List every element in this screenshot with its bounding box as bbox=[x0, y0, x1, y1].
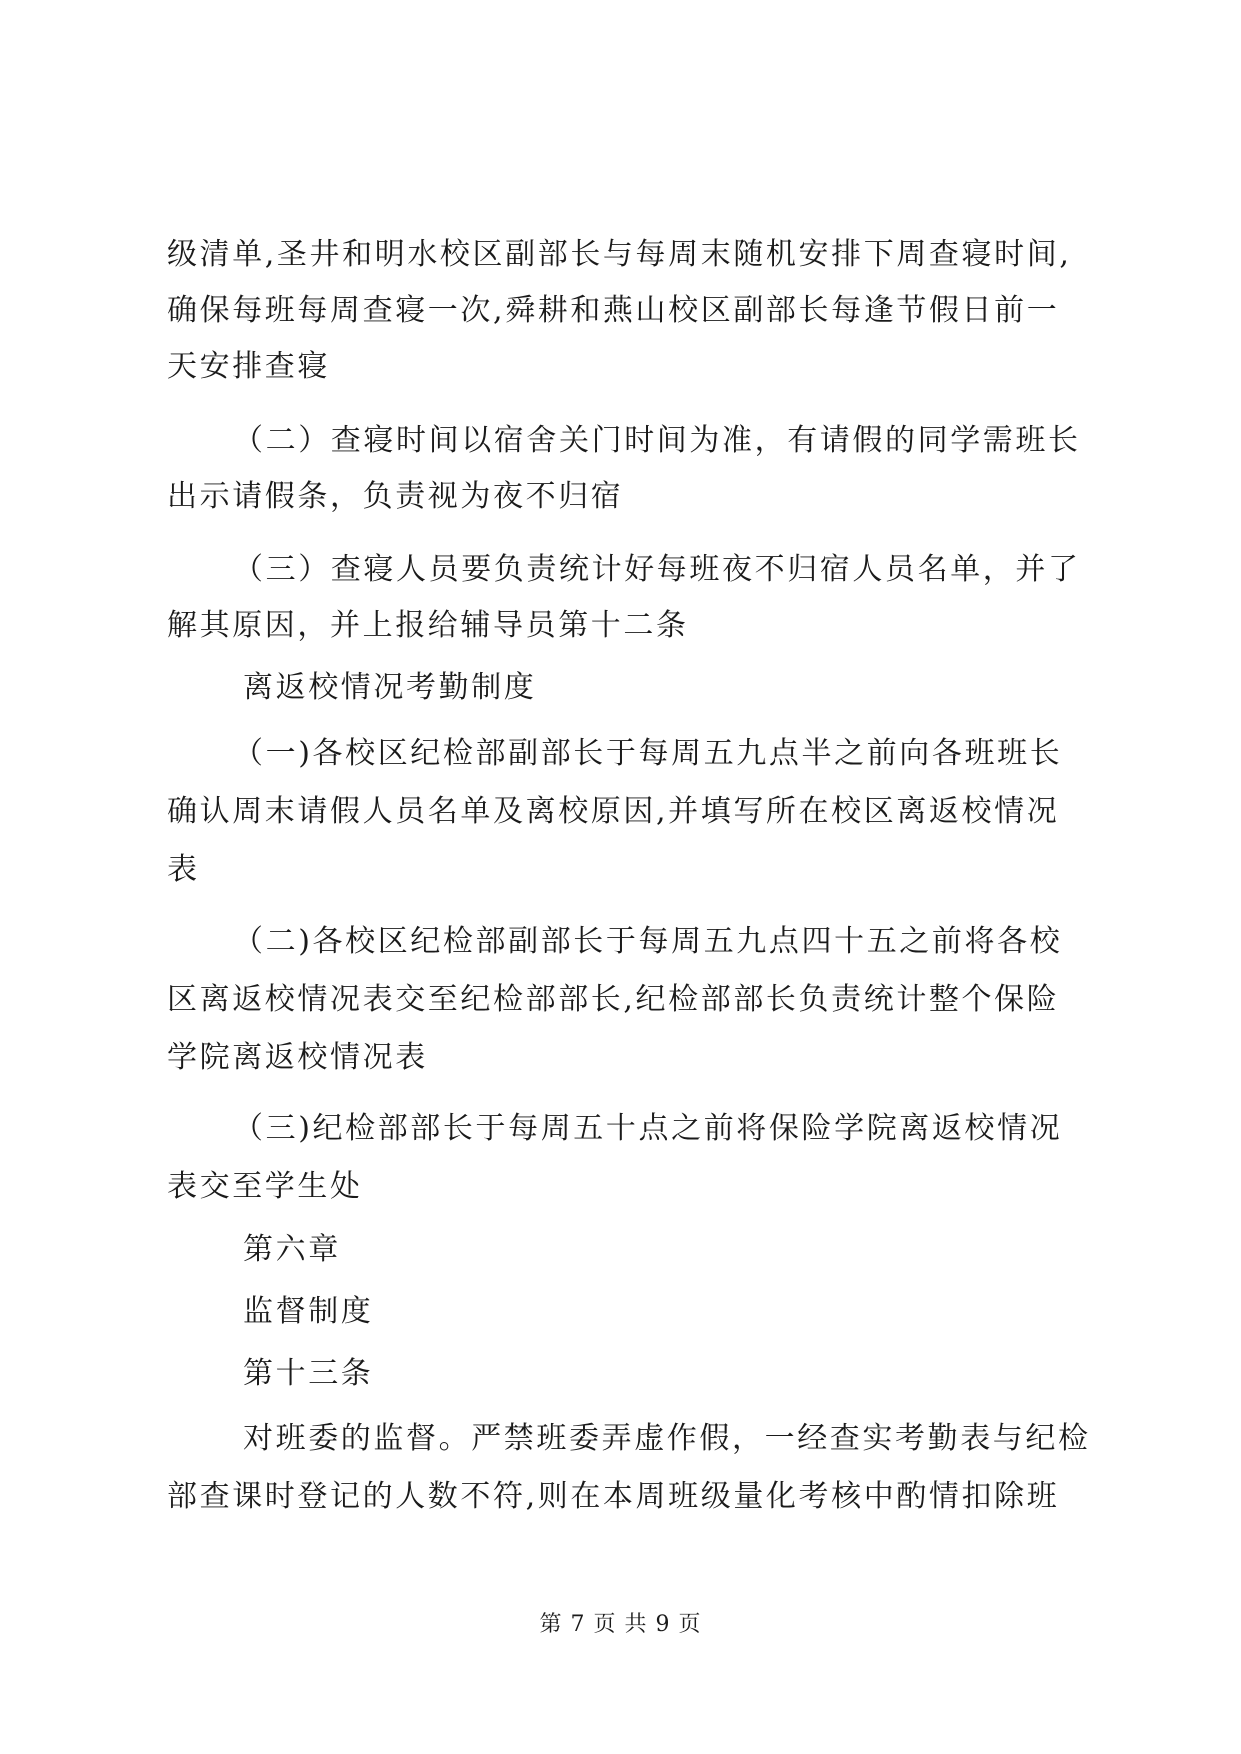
text-line: 确认周末请假人员名单及离校原因,并填写所在校区离返校情况 bbox=[167, 794, 1060, 829]
text-line: 表 bbox=[167, 852, 200, 887]
text-line: 确保每班每周查寝一次,舜耕和燕山校区副部长每逢节假日前一 bbox=[167, 293, 1060, 328]
text-line: 出示请假条，负责视为夜不归宿 bbox=[167, 479, 624, 514]
paragraph-start-line: （二）查寝时间以宿舍关门时间为准，有请假的同学需班长 bbox=[233, 423, 1081, 458]
text-line: 天安排查寝 bbox=[167, 349, 330, 384]
section-heading: 离返校情况考勤制度 bbox=[243, 670, 537, 705]
text-line: 表交至学生处 bbox=[167, 1169, 363, 1204]
text-line: 区离返校情况表交至纪检部部长,纪检部部长负责统计整个保险 bbox=[167, 982, 1060, 1017]
paragraph-start-line: （三)纪检部部长于每周五十点之前将保险学院离返校情况 bbox=[233, 1111, 1063, 1146]
text-line: 学院离返校情况表 bbox=[167, 1040, 428, 1075]
text-line: 解其原因，并上报给辅导员第十二条 bbox=[167, 608, 689, 643]
chapter-heading: 第六章 bbox=[243, 1232, 341, 1267]
article-heading: 第十三条 bbox=[243, 1356, 374, 1391]
paragraph-start-line: （二)各校区纪检部副部长于每周五九点四十五之前将各校 bbox=[233, 924, 1063, 959]
chapter-title: 监督制度 bbox=[243, 1294, 374, 1329]
paragraph-start-line: （三）查寝人员要负责统计好每班夜不归宿人员名单，并了 bbox=[233, 552, 1081, 587]
page-number-footer: 第 7 页 共 9 页 bbox=[539, 1612, 702, 1637]
paragraph-start-line: （一)各校区纪检部副部长于每周五九点半之前向各班班长 bbox=[233, 736, 1063, 771]
text-line: 部查课时登记的人数不符,则在本周班级量化考核中酌情扣除班 bbox=[167, 1479, 1060, 1514]
paragraph-start-line: 对班委的监督。严禁班委弄虚作假，一经查实考勤表与纪检 bbox=[243, 1421, 1091, 1456]
text-line: 级清单,圣井和明水校区副部长与每周末随机安排下周查寝时间, bbox=[167, 237, 1072, 272]
